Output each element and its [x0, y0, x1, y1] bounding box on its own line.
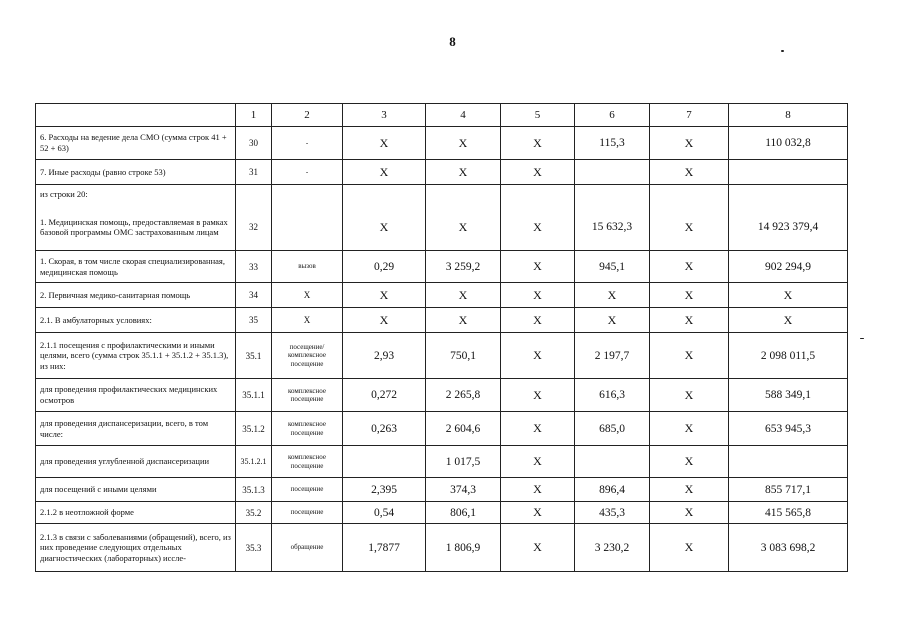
subheader-row: [36, 185, 848, 205]
cell-col-5: Х: [501, 502, 575, 524]
header-cell: 1: [236, 104, 272, 127]
header-cell: 8: [729, 104, 848, 127]
table-row: [36, 205, 848, 251]
row-code: 35.2: [236, 502, 272, 524]
cell-col-4: Х: [426, 205, 501, 251]
cell-col-7: Х: [650, 412, 729, 446]
table-row: [36, 160, 848, 185]
row-unit: комплексное посещение: [272, 379, 343, 412]
cell-col-6: Х: [575, 283, 650, 308]
cell-col-8: [729, 160, 848, 185]
row-code: 35: [236, 308, 272, 333]
row-label: 1. Скорая, в том числе скорая специализированная, медицинская помощь: [36, 251, 236, 283]
cell-col-4: Х: [426, 127, 501, 160]
row-unit: -: [272, 127, 343, 160]
header-row: [36, 104, 848, 127]
subheader-cell: [426, 185, 501, 205]
cell-col-3: 1,7877: [343, 524, 426, 572]
cell-col-4: Х: [426, 283, 501, 308]
cell-col-4: Х: [426, 308, 501, 333]
cell-col-8: 415 565,8: [729, 502, 848, 524]
cell-col-8: Х: [729, 308, 848, 333]
cell-col-7: Х: [650, 379, 729, 412]
cell-col-6: 15 632,3: [575, 205, 650, 251]
row-unit: обращение: [272, 524, 343, 572]
page-number: 8: [449, 34, 456, 49]
row-code: 35.1.3: [236, 478, 272, 502]
cell-col-3: Х: [343, 283, 426, 308]
cell-col-5: Х: [501, 478, 575, 502]
cell-col-8: [729, 446, 848, 478]
cell-col-6: 2 197,7: [575, 333, 650, 379]
cell-col-7: Х: [650, 524, 729, 572]
row-label: для посещений с иными целями: [36, 478, 236, 502]
cell-col-3: 0,54: [343, 502, 426, 524]
row-code: 35.1.2.1: [236, 446, 272, 478]
cell-col-6: 896,4: [575, 478, 650, 502]
subheader-label: из строки 20:: [36, 185, 236, 205]
cell-col-8: 588 349,1: [729, 379, 848, 412]
row-unit: [272, 205, 343, 251]
cell-col-7: Х: [650, 251, 729, 283]
financial-table: [35, 103, 848, 572]
cell-col-4: Х: [426, 160, 501, 185]
cell-col-5: Х: [501, 160, 575, 185]
cell-col-5: Х: [501, 524, 575, 572]
cell-col-3: Х: [343, 308, 426, 333]
cell-col-5: Х: [501, 333, 575, 379]
cell-col-7: Х: [650, 502, 729, 524]
scan-speck: [781, 50, 784, 52]
cell-col-5: Х: [501, 127, 575, 160]
cell-col-4: 806,1: [426, 502, 501, 524]
header-cell: 6: [575, 104, 650, 127]
subheader-cell: [501, 185, 575, 205]
table-row: [36, 283, 848, 308]
cell-col-7: Х: [650, 127, 729, 160]
row-unit: комплексное посещение: [272, 446, 343, 478]
row-label: 1. Медицинская помощь, предоставляемая в рамках базовой программы ОМС застрахованным лицам: [36, 205, 236, 251]
subheader-cell: [272, 185, 343, 205]
cell-col-3: Х: [343, 205, 426, 251]
header-cell-blank: [36, 104, 236, 127]
cell-col-3: 0,263: [343, 412, 426, 446]
cell-col-5: Х: [501, 251, 575, 283]
cell-col-4: 3 259,2: [426, 251, 501, 283]
row-label: 2.1.2 в неотложной форме: [36, 502, 236, 524]
row-code: 33: [236, 251, 272, 283]
cell-col-5: Х: [501, 205, 575, 251]
cell-col-8: 14 923 379,4: [729, 205, 848, 251]
table-row: [36, 524, 848, 572]
row-label: 2.1.3 в связи с заболеваниями (обращений), всего, из них проведение следующих отдельных диагностических (лабораторных) иссле-: [36, 524, 236, 572]
table-row: [36, 502, 848, 524]
cell-col-8: 110 032,8: [729, 127, 848, 160]
cell-col-7: Х: [650, 160, 729, 185]
subheader-cell: [343, 185, 426, 205]
header-cell: 2: [272, 104, 343, 127]
cell-col-6: 945,1: [575, 251, 650, 283]
cell-col-5: Х: [501, 308, 575, 333]
table-row: [36, 251, 848, 283]
cell-col-7: Х: [650, 333, 729, 379]
cell-col-3: Х: [343, 160, 426, 185]
cell-col-6: 3 230,2: [575, 524, 650, 572]
table-row: [36, 333, 848, 379]
cell-col-7: Х: [650, 283, 729, 308]
cell-col-8: 902 294,9: [729, 251, 848, 283]
row-unit: комплексное посещение: [272, 412, 343, 446]
row-label: 7. Иные расходы (равно строке 53): [36, 160, 236, 185]
row-code: 35.1.2: [236, 412, 272, 446]
row-unit: посещение: [272, 478, 343, 502]
cell-col-3: Х: [343, 127, 426, 160]
cell-col-6: [575, 160, 650, 185]
table-row: [36, 446, 848, 478]
cell-col-6: 616,3: [575, 379, 650, 412]
cell-col-3: [343, 446, 426, 478]
row-code: 35.1.1: [236, 379, 272, 412]
cell-col-3: 2,395: [343, 478, 426, 502]
row-label: для проведения диспансеризации, всего, в том числе:: [36, 412, 236, 446]
row-label: 2. Первичная медико-санитарная помощь: [36, 283, 236, 308]
subheader-cell: [729, 185, 848, 205]
cell-col-6: 685,0: [575, 412, 650, 446]
cell-col-6: 115,3: [575, 127, 650, 160]
row-unit: -: [272, 160, 343, 185]
table-row: [36, 308, 848, 333]
cell-col-4: 1 806,9: [426, 524, 501, 572]
header-cell: 7: [650, 104, 729, 127]
cell-col-8: Х: [729, 283, 848, 308]
row-code: 35.3: [236, 524, 272, 572]
cell-col-4: 2 265,8: [426, 379, 501, 412]
row-unit: вызов: [272, 251, 343, 283]
header-cell: 4: [426, 104, 501, 127]
row-code: 32: [236, 205, 272, 251]
cell-col-7: Х: [650, 446, 729, 478]
cell-col-5: Х: [501, 379, 575, 412]
row-code: 34: [236, 283, 272, 308]
row-label: для проведения профилактических медицинских осмотров: [36, 379, 236, 412]
table-row: [36, 379, 848, 412]
cell-col-4: 750,1: [426, 333, 501, 379]
cell-col-4: 1 017,5: [426, 446, 501, 478]
table-row: [36, 127, 848, 160]
row-label: для проведения углубленной диспансеризации: [36, 446, 236, 478]
row-unit: посещение: [272, 502, 343, 524]
cell-col-7: Х: [650, 308, 729, 333]
row-code: 31: [236, 160, 272, 185]
cell-col-4: 2 604,6: [426, 412, 501, 446]
row-unit: посещение/ комплексное посещение: [272, 333, 343, 379]
cell-col-5: Х: [501, 446, 575, 478]
row-unit: Х: [272, 283, 343, 308]
cell-col-8: 3 083 698,2: [729, 524, 848, 572]
header-cell: 5: [501, 104, 575, 127]
cell-col-4: 374,3: [426, 478, 501, 502]
cell-col-7: Х: [650, 478, 729, 502]
table-row: [36, 478, 848, 502]
row-unit: Х: [272, 308, 343, 333]
subheader-cell: [236, 185, 272, 205]
subheader-cell: [575, 185, 650, 205]
cell-col-5: Х: [501, 412, 575, 446]
cell-col-8: 653 945,3: [729, 412, 848, 446]
cell-col-3: 0,29: [343, 251, 426, 283]
row-label: 6. Расходы на ведение дела СМО (сумма строк 41 + 52 + 63): [36, 127, 236, 160]
cell-col-5: Х: [501, 283, 575, 308]
row-label: 2.1.1 посещения с профилактическими и иными целями, всего (сумма строк 35.1.1 + 35.1.2 + 35.1.3), из них:: [36, 333, 236, 379]
cell-col-6: [575, 446, 650, 478]
scan-speck: [860, 338, 864, 339]
cell-col-3: 0,272: [343, 379, 426, 412]
row-code: 35.1: [236, 333, 272, 379]
cell-col-8: 855 717,1: [729, 478, 848, 502]
table-row: [36, 412, 848, 446]
subheader-cell: [650, 185, 729, 205]
cell-col-8: 2 098 011,5: [729, 333, 848, 379]
row-code: 30: [236, 127, 272, 160]
cell-col-6: Х: [575, 308, 650, 333]
row-label: 2.1. В амбулаторных условиях:: [36, 308, 236, 333]
cell-col-3: 2,93: [343, 333, 426, 379]
cell-col-7: Х: [650, 205, 729, 251]
header-cell: 3: [343, 104, 426, 127]
cell-col-6: 435,3: [575, 502, 650, 524]
